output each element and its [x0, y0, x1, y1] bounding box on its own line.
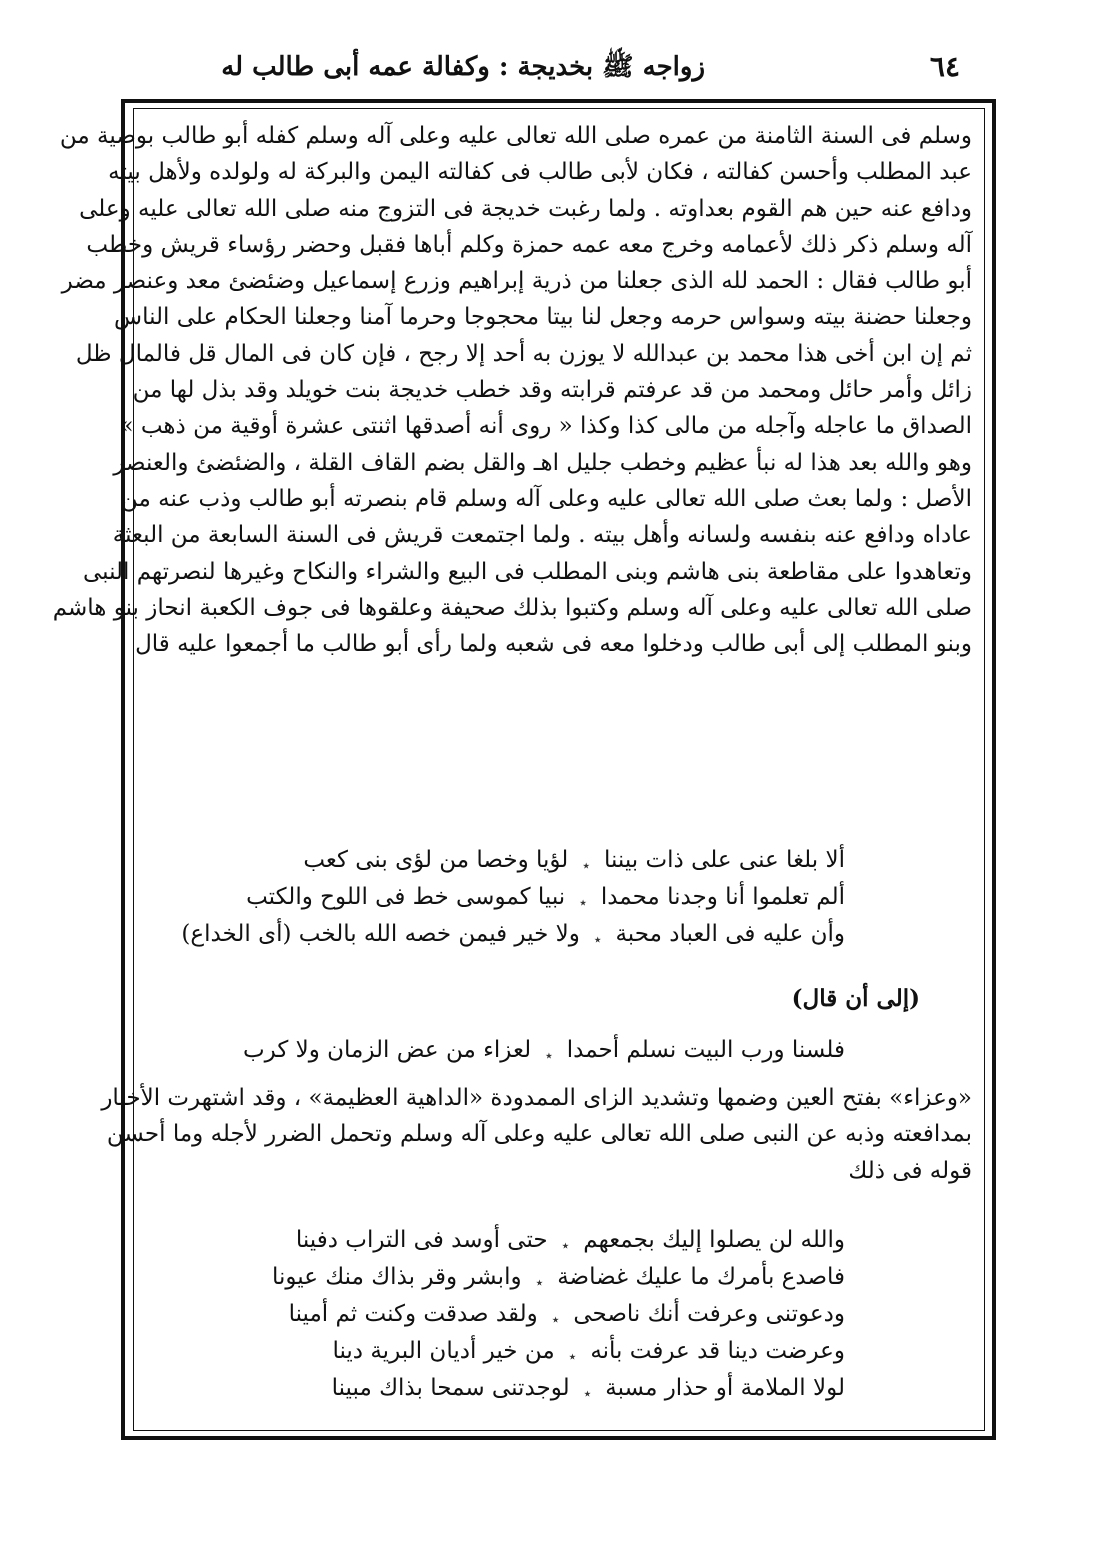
verse-separator: ٭: [568, 1349, 577, 1365]
hemistich: ولقد صدقت وكنت ثم أمينا: [288, 1301, 538, 1327]
note-until-he-said: (إلى أن قال): [791, 985, 920, 1012]
hemistich: ألم تعلموا أنا وجدنا محمدا: [600, 884, 845, 910]
hemistich: حتى أوسد فى التراب دفينا: [295, 1227, 548, 1253]
verse-separator: ٭: [579, 895, 587, 911]
verse: [181, 916, 845, 953]
hemistich: نبيا كموسى خط فى اللوح والكتب: [246, 884, 566, 910]
text-line: أبو طالب فقال : الحمد لله الذى جعلنا من ذرية إبراهيم وزرع إسماعيل وضئضئ معد وعنصر مضر: [61, 268, 972, 295]
text-line: ودافع عنه حين هم القوم بعداوته . ولما رغبت خديجة فى التزوج منه صلى الله تعالى عليه وعلى: [79, 195, 972, 222]
poem-2: [243, 1032, 845, 1069]
text-line: عبد المطلب وأحسن كفالته ، فكان لأبى طالب فى كفالته اليمن والبركة له ولولده ولأهل بيته: [108, 159, 972, 186]
verse-separator: ٭: [545, 1048, 553, 1064]
hemistich: ولا خير فيمن خصه الله بالخب (أى الخداع): [181, 921, 580, 947]
poem-3: [272, 1222, 845, 1407]
verse: [272, 1222, 845, 1259]
verse: [272, 1370, 845, 1407]
text-line: آله وسلم ذكر ذلك لأعمامه وخرج معه عمه حمزة وكلم أباها فقبل وحضر رؤساء قريش وخطب: [86, 231, 972, 258]
hemistich: والله لن يصلوا إليك بجمعهم: [583, 1227, 845, 1253]
body-text-2: [101, 1080, 972, 1189]
running-title: زواجه ﷺ بخديجة : وكفالة عمه أبى طالب له: [221, 52, 705, 82]
hemistich: وعرضت دينا قد عرفت بأنه: [590, 1338, 845, 1364]
hemistich: لؤيا وخصا من لؤى بنى كعب: [303, 847, 569, 873]
verse-separator: ٭: [535, 1275, 544, 1291]
text-line: وبنو المطلب إلى أبى طالب ودخلوا معه فى شعبه ولما رأى أبو طالب ما أجمعوا عليه قال: [135, 631, 972, 658]
hemistich: ألا بلغا عنى على ذات بيننا: [603, 847, 845, 873]
text-line: ثم إن ابن أخى هذا محمد بن عبدالله لا يوزن به أحد إلا رجح ، فإن كان فى المال قل فالمال ظل: [75, 340, 972, 367]
text-line: زائل وأمر حائل ومحمد من قد عرفتم قرابته وقد خطب خديجة بنت خويلد وقد بذل لها من: [132, 377, 972, 404]
verse: [181, 842, 845, 879]
poem-1: [181, 842, 845, 953]
text-line: قوله فى ذلك: [848, 1157, 972, 1184]
text-line: وسلم فى السنة الثامنة من عمره صلى الله تعالى عليه وعلى آله وسلم كفله أبو طالب بوصية من: [59, 123, 972, 149]
text-line: بمدافعته وذبه عن النبى صلى الله تعالى عليه وعلى آله وسلم وتحمل الضرر لأجله وما أحسن: [106, 1121, 972, 1148]
body-text: [52, 118, 972, 662]
text-line: «وعزاء» بفتح العين وضمها وتشديد الزاى الممدودة «الداهية العظيمة» ، وقد اشتهرت الأخبار: [101, 1085, 972, 1111]
verse: [272, 1296, 845, 1333]
text-line: وجعلنا حضنة بيته وسواس حرمه وجعل لنا بيتا محجوجا وحرما آمنا وجعلنا الحكام على الناس: [114, 304, 972, 331]
text-line: الأصل : ولما بعث صلى الله تعالى عليه وعلى آله وسلم قام بنصرته أبو طالب وذب عنه من: [121, 485, 972, 512]
text-line: الصداق ما عاجله وآجله من مالى كذا وكذا « روى أنه أصدقها اثنتى عشرة أوقية من ذهب »: [119, 413, 972, 440]
verse-separator: ٭: [582, 858, 590, 874]
text-line: وهو والله بعد هذا له نبأ عظيم وخطب جليل اهـ والقل بضم القاف القلة ، والضئضئ والعنصر: [113, 449, 972, 476]
verse-separator: ٭: [583, 1386, 592, 1402]
verse: [272, 1259, 845, 1296]
text-line: صلى الله تعالى عليه وعلى آله وسلم وكتبوا بذلك صحيفة وعلقوها فى جوف الكعبة انحاز بنو هاشم: [52, 594, 972, 621]
hemistich: وأن عليه فى العباد محبة: [615, 921, 845, 947]
hemistich: لولا الملامة أو حذار مسبة: [605, 1375, 845, 1401]
hemistich: ودعوتنى وعرفت أنك ناصحى: [573, 1301, 845, 1327]
hemistich: فلسنا ورب البيت نسلم أحمدا: [566, 1037, 845, 1063]
verse: [181, 879, 845, 916]
verse-separator: ٭: [593, 932, 602, 948]
verse-separator: ٭: [561, 1238, 570, 1254]
page-header: [0, 40, 1100, 90]
hemistich: فاصدع بأمرك ما عليك غضاضة: [557, 1264, 845, 1290]
verse-separator: ٭: [551, 1312, 560, 1328]
text-line: وتعاهدوا على مقاطعة بنى هاشم وبنى المطلب فى البيع والشراء والنكاح وغيرها لنصرتهم النبى: [82, 558, 972, 585]
hemistich: لعزاء من عض الزمان ولا كرب: [242, 1037, 532, 1063]
page-number: ٦٤: [929, 50, 960, 83]
text-line: عاداه ودافع عنه بنفسه ولسانه وأهل بيته . ولما اجتمعت قريش فى السنة السابعة من البعثة: [112, 522, 972, 549]
hemistich: من خير أديان البرية دينا: [332, 1338, 555, 1364]
hemistich: لوجدتنى سمحا بذاك مبينا: [331, 1375, 570, 1401]
verse: [243, 1032, 845, 1069]
hemistich: وابشر وقر بذاك منك عيونا: [272, 1264, 522, 1290]
